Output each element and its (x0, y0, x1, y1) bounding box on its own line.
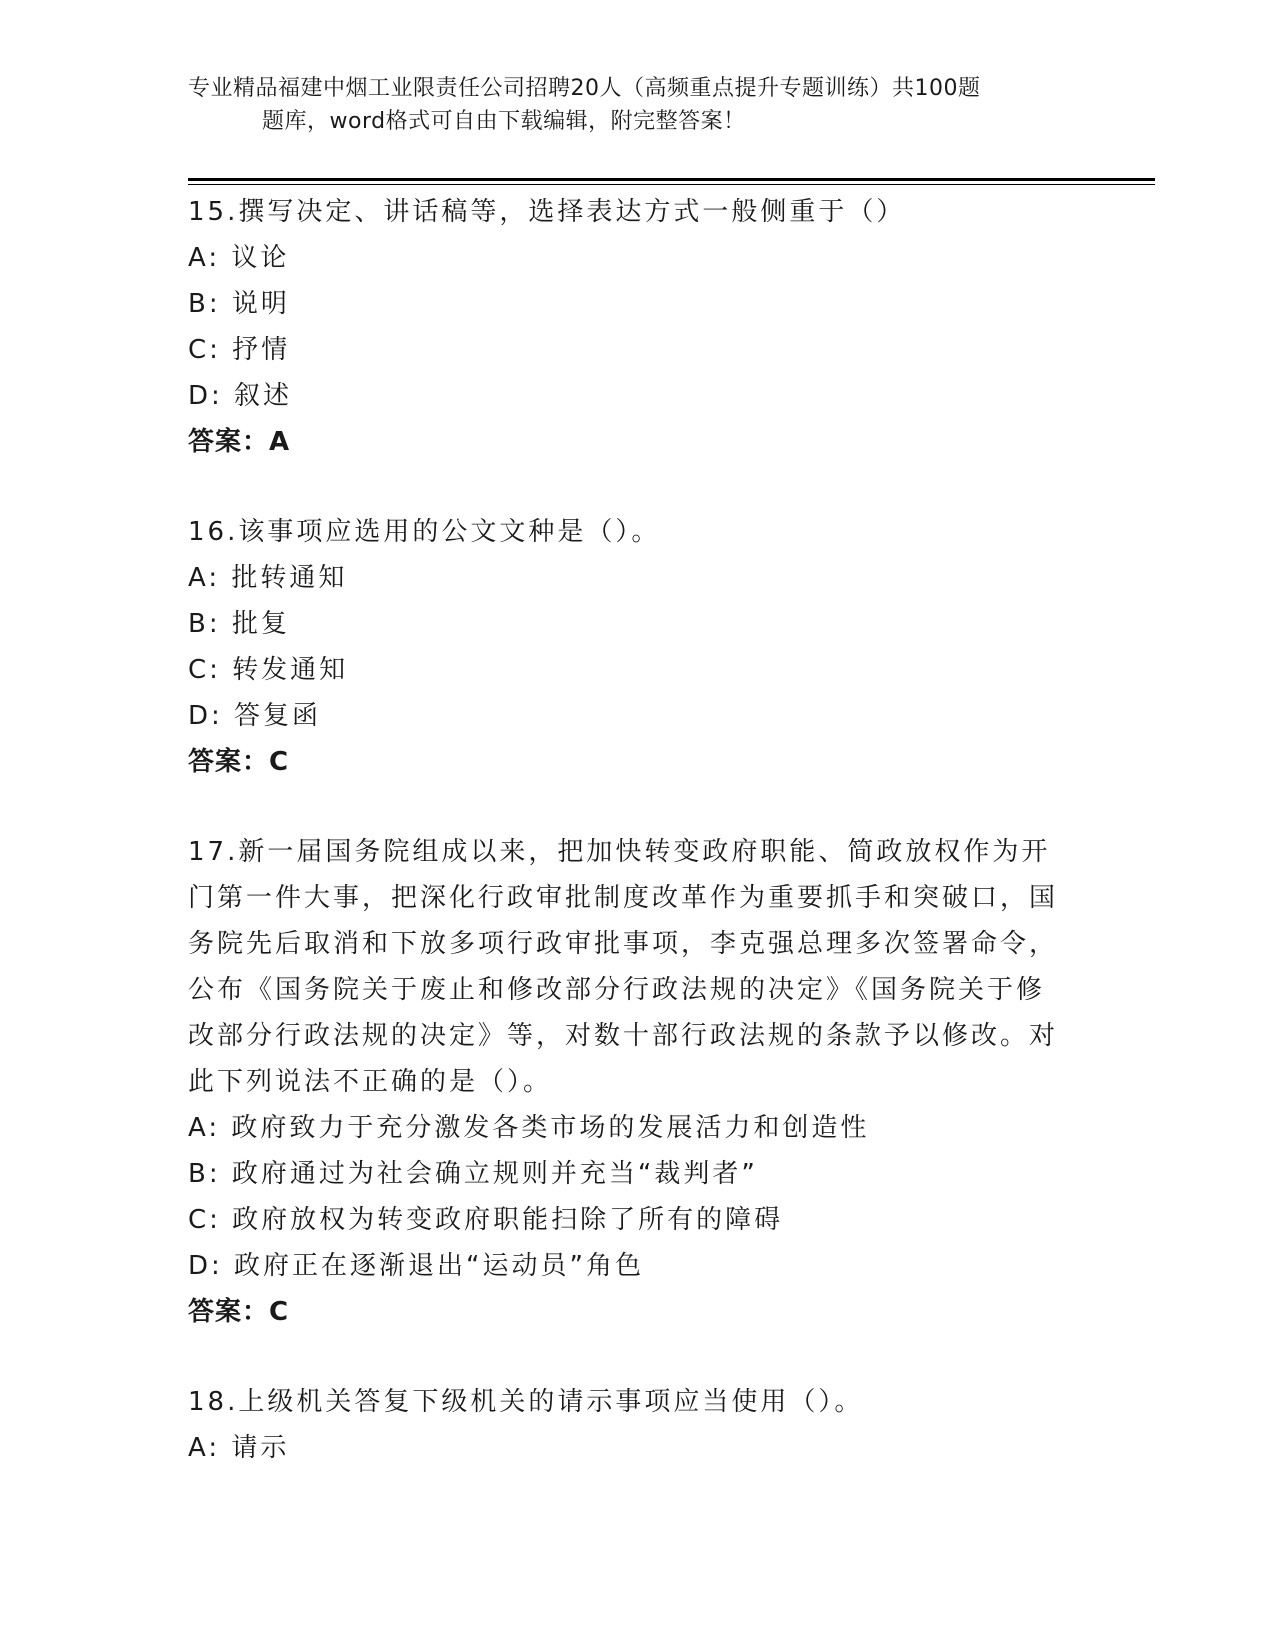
option-d: D: 答复函 (188, 701, 322, 731)
option-b: B: 批复 (188, 609, 290, 639)
option-c: C: 抒情 (188, 335, 291, 365)
question-text: 15.撰写决定、讲话稿等，选择表达方式一般侧重于（） (188, 197, 906, 227)
page-header (188, 72, 1088, 138)
spacer (188, 465, 1068, 509)
answer: 答案：A (188, 427, 291, 457)
question-16 (188, 509, 1068, 785)
option-a: A: 政府致力于充分激发各类市场的发展活力和创造性 (188, 1113, 870, 1143)
spacer (188, 1335, 1068, 1379)
question-text: 17.新一届国务院组成以来，把加快转变政府职能、简政放权作为开门第一件大事，把深化行政审批制度改革作为重要抓手和突破口，国务院先后取消和下放多项行政审批事项，李克强总理多次签署命令，公布《国务院关于废止和修改部分行政法规的决定》《国务院关于修改部分行政法规的决定》等，对数十部行政法规的条款予以修改。对此下列说法不正确的是（）。 (188, 837, 1059, 1097)
header-line-1: 专业精品福建中烟工业限责任公司招聘20人（高频重点提升专题训练）共100题 (188, 76, 981, 101)
question-18 (188, 1379, 1068, 1471)
option-a: A: 议论 (188, 243, 290, 273)
option-d: D: 叙述 (188, 381, 293, 411)
spacer (188, 785, 1068, 829)
answer: 答案：C (188, 1297, 290, 1327)
option-c: C: 政府放权为转变政府职能扫除了所有的障碍 (188, 1205, 784, 1235)
question-text: 18.上级机关答复下级机关的请示事项应当使用（）。 (188, 1387, 864, 1417)
option-c: C: 转发通知 (188, 655, 349, 685)
question-15 (188, 189, 1068, 465)
question-list (188, 189, 1068, 1471)
question-17 (188, 829, 1068, 1335)
header-line-2: 题库，word格式可自由下载编辑，附完整答案！ (262, 109, 746, 134)
option-b: B: 政府通过为社会确立规则并充当“裁判者” (188, 1159, 758, 1189)
answer: 答案：C (188, 747, 290, 777)
option-d: D: 政府正在逐渐退出“运动员”角色 (188, 1251, 644, 1281)
header-divider-thick (188, 178, 1155, 181)
question-text: 16.该事项应选用的公文文种是（）。 (188, 517, 661, 547)
option-b: B: 说明 (188, 289, 290, 319)
option-a: A: 批转通知 (188, 563, 348, 593)
option-a: A: 请示 (188, 1433, 290, 1463)
header-divider-thin (188, 184, 1155, 185)
